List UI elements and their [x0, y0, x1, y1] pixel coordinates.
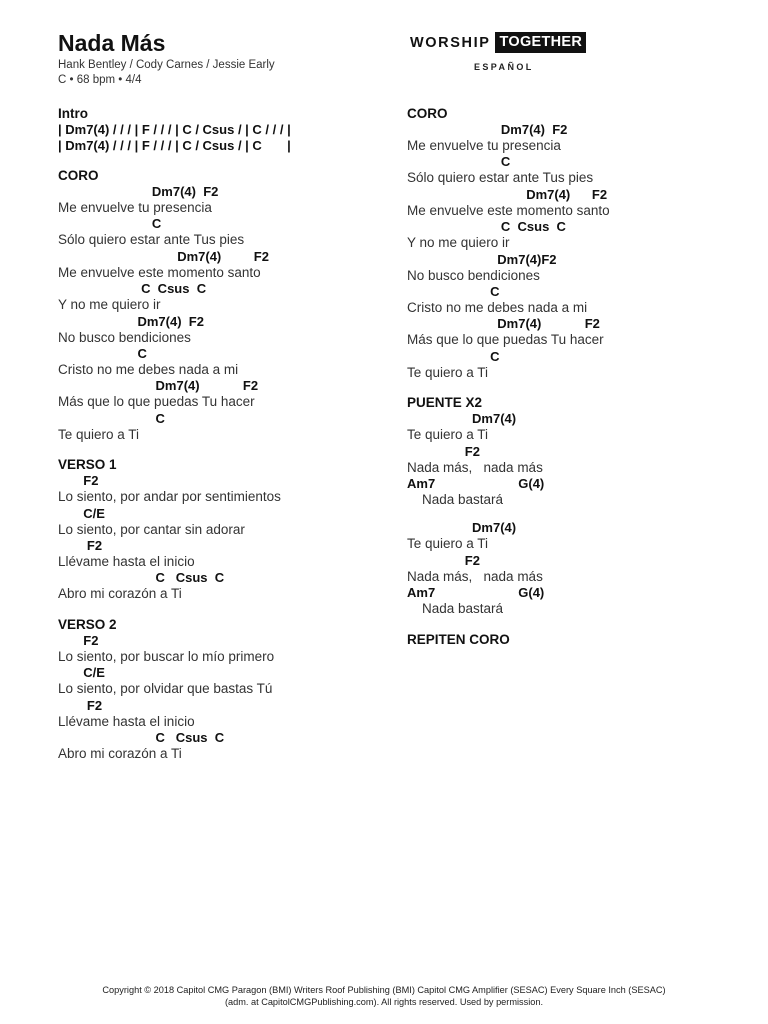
lyric-line: Lo siento, por cantar sin adorar: [58, 521, 245, 537]
lyric-line: Me envuelve este momento santo: [407, 202, 610, 218]
left-column: [58, 106, 388, 777]
lyric-line: Lo siento, por andar por sentimientos: [58, 489, 281, 505]
chord-line: Dm7(4): [407, 520, 517, 536]
chord-line: C Csus C: [58, 730, 225, 746]
intro-bar-line: | Dm7(4) / / / | F / / / | C / Csus / | C / / / |: [58, 122, 291, 137]
lyric-line: No busco bendiciones: [407, 267, 540, 283]
chord-line: F2: [58, 538, 103, 554]
chord-line: Dm7(4) F2: [58, 313, 204, 329]
worship-together-logo: [410, 32, 586, 53]
lyric-line: Y no me quiero ir: [407, 235, 510, 251]
logo-together: TOGETHER: [495, 32, 586, 53]
chord-line: F2: [58, 632, 99, 648]
logo-espanol: ESPAÑOL: [474, 62, 534, 72]
section-repiten-coro: [407, 632, 737, 648]
chord-line: C: [407, 284, 500, 300]
chord-line: Dm7(4): [407, 411, 517, 427]
section-verso-2: [58, 617, 388, 763]
chord-line: Dm7(4) F2: [407, 316, 600, 332]
chord-line: C/E: [58, 505, 105, 521]
chord-line: C: [58, 346, 147, 362]
copyright-line: Copyright © 2018 Capitol CMG Paragon (BMI) Writers Roof Publishing (BMI) Capitol CMG Amplifier (SESAC) Every Square Inch (SESAC): [102, 985, 666, 995]
chord-line: F2: [58, 697, 103, 713]
lyric-line: Nada más, nada más: [407, 568, 543, 584]
lyric-line: Sólo quiero estar ante Tus pies: [407, 170, 594, 186]
lyric-line: Nada bastará: [407, 601, 504, 617]
section-heading: VERSO 2: [58, 616, 117, 632]
lyric-line: Más que lo que puedas Tu hacer: [407, 332, 604, 348]
lyric-line: Te quiero a Ti: [407, 427, 489, 443]
lyric-line: No busco bendiciones: [58, 329, 191, 345]
lyric-line: Me envuelve tu presencia: [407, 138, 561, 153]
lyric-line: Sólo quiero estar ante Tus pies: [58, 232, 245, 248]
section-verso-1: [58, 457, 388, 603]
lyric-line: Llévame hasta el inicio: [58, 554, 195, 570]
lyric-line: Cristo no me debes nada a mi: [407, 300, 588, 316]
lyric-line: Lo siento, por buscar lo mío primero: [58, 648, 275, 664]
section-heading: CORO: [407, 106, 448, 121]
section-coro: [58, 168, 388, 443]
section-heading: PUENTE X2: [407, 395, 483, 411]
chord-line: C/E: [58, 665, 105, 681]
section-heading: REPITEN CORO: [407, 631, 510, 647]
chord-line: Dm7(4) F2: [58, 378, 259, 394]
chord-line: C: [407, 348, 500, 364]
section-coro: [407, 106, 737, 381]
chord-line: F2: [407, 552, 480, 568]
lyric-line: Abro mi corazón a Ti: [58, 586, 182, 602]
intro-bar-line: | Dm7(4) / / / | F / / / | C / Csus / | C |: [58, 138, 291, 153]
song-meta: C • 68 bpm • 4/4: [58, 74, 142, 86]
lyric-line: Lo siento, por olvidar que bastas Tú: [58, 681, 273, 697]
lyric-line: Te quiero a Ti: [407, 364, 489, 380]
logo-worship: WORSHIP: [410, 34, 491, 51]
song-credits: [58, 58, 275, 88]
lyric-line: Nada más, nada más: [407, 459, 543, 475]
copyright-line: (adm. at CapitolCMGPublishing.com). All rights reserved. Used by permission.: [224, 997, 544, 1007]
chord-line: C: [58, 216, 162, 232]
chord-line: C Csus C: [407, 219, 566, 235]
chord-line: Dm7(4) F2: [407, 122, 568, 137]
lyric-line: Nada bastará: [407, 492, 504, 508]
section-heading: CORO: [58, 168, 99, 183]
right-column: [407, 106, 737, 662]
lyric-line: Me envuelve tu presencia: [58, 200, 212, 215]
chord-line: F2: [407, 443, 480, 459]
chord-line: Dm7(4) F2: [58, 184, 219, 199]
chord-line: Dm7(4) F2: [58, 248, 269, 264]
lyric-line: Te quiero a Ti: [407, 536, 489, 552]
lyric-line: Te quiero a Ti: [58, 426, 140, 442]
lyric-line: Me envuelve este momento santo: [58, 264, 261, 280]
section-heading: VERSO 1: [58, 457, 117, 473]
lyric-line: Cristo no me debes nada a mi: [58, 362, 239, 378]
lyric-line: Llévame hasta el inicio: [58, 713, 195, 729]
chord-line: F2: [58, 473, 99, 489]
chord-line: Am7 G(4): [407, 585, 545, 601]
chord-line: C: [58, 410, 165, 426]
section-heading: Intro: [58, 106, 88, 121]
chord-line: Dm7(4)F2: [407, 251, 557, 267]
chord-line: Am7 G(4): [407, 476, 545, 492]
chord-line: C: [407, 154, 511, 170]
copyright-footer: [0, 984, 768, 1008]
chord-line: C Csus C: [58, 570, 225, 586]
song-title: Nada Más: [58, 30, 166, 56]
lyric-line: Abro mi corazón a Ti: [58, 746, 182, 762]
lyric-line: Y no me quiero ir: [58, 297, 161, 313]
section-puente: [407, 395, 737, 617]
lyric-line: Más que lo que puedas Tu hacer: [58, 394, 255, 410]
section-intro: [58, 106, 388, 154]
song-authors: Hank Bentley / Cody Carnes / Jessie Early: [58, 59, 275, 71]
chord-line: C Csus C: [58, 281, 207, 297]
chord-line: Dm7(4) F2: [407, 186, 608, 202]
